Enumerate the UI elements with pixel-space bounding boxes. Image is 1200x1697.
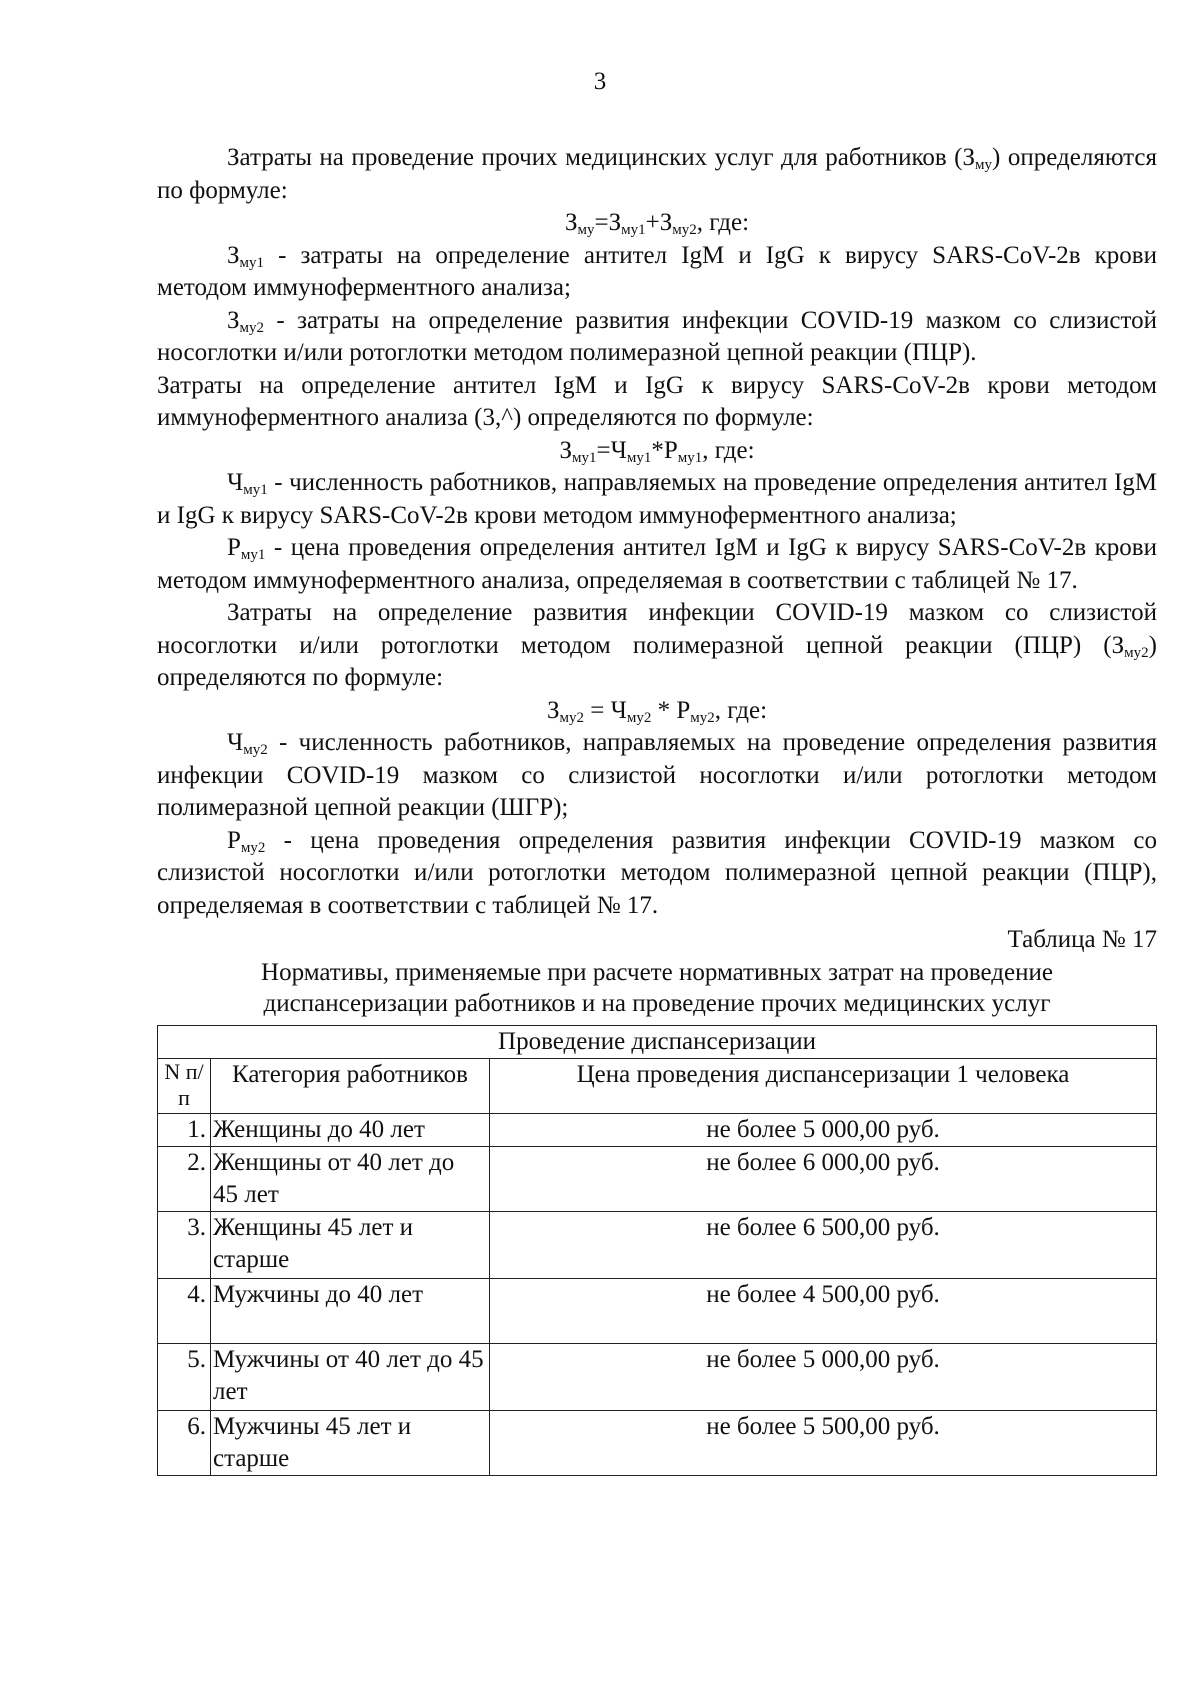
definition-chmu2: $Ч_{му2}$ - численность работников, направляемых на проведение определения развития инфекции COVID-19 мазком со слизистой носоглотки и/или ротоглотки методом полимеразной цепной реакции (ШГР); — [157, 729, 1157, 821]
norms-table — [157, 1025, 1157, 1476]
table-title — [157, 957, 1157, 1019]
table-row — [158, 1146, 1157, 1211]
row-price: не более 6 000,00 руб. — [490, 1146, 1157, 1211]
table-row — [158, 1343, 1157, 1410]
row-price: не более 4 500,00 руб. — [490, 1278, 1157, 1343]
table-row — [158, 1113, 1157, 1146]
row-category: Женщины от 40 лет до 45 лет — [211, 1146, 490, 1211]
column-header-category: Категория работников — [211, 1058, 490, 1113]
table-row — [158, 1211, 1157, 1278]
paragraph-antibody-cost: Затраты на определение антител IgM и IgG к вирусу SARS-CoV-2в крови методом иммуноферментного анализа (3,^) определяются по формуле: — [157, 371, 1157, 431]
table-number-label: Таблица № 17 — [1007, 926, 1157, 953]
definition-chmu1: $Ч_{му1}$ - численность работников, направляемых на проведение определения антител IgM и IgG к вирусу SARS-CoV-2в крови методом иммуноферментного анализа; — [157, 469, 1157, 529]
table-title-line: Нормативы, применяемые при расчете нормативных затрат на проведение — [261, 958, 1053, 986]
row-category: Мужчины до 40 лет — [211, 1278, 490, 1343]
page-number: 3 — [593, 68, 607, 95]
row-number: 2. — [158, 1146, 211, 1211]
row-number: 5. — [158, 1343, 211, 1410]
row-price: не более 5 500,00 руб. — [490, 1410, 1157, 1475]
definition-zmu1: $З_{му1}$ - затраты на определение антител IgM и IgG к вирусу SARS-CoV-2в крови методом иммуноферментного анализа; — [157, 241, 1157, 301]
row-price: не более 6 500,00 руб. — [490, 1211, 1157, 1278]
table-row — [158, 1410, 1157, 1475]
row-number: 4. — [158, 1278, 211, 1343]
paragraph-total-cost: Затраты на проведение прочих медицинских услуг для работников $(З_{му})$ определяются по формуле: — [157, 144, 1158, 204]
table-title-line: диспансеризации работников и на проведение прочих медицинских услуг — [263, 989, 1051, 1017]
formula-pcr: $З_{му2} = Ч_{му2} * Р_{му2}$, где: — [546, 696, 768, 726]
column-header-number: N п/п — [158, 1058, 211, 1113]
row-price: не более 5 000,00 руб. — [490, 1113, 1157, 1146]
column-header-price: Цена проведения диспансеризации 1 человека — [490, 1058, 1157, 1113]
row-category: Женщины до 40 лет — [211, 1113, 490, 1146]
row-price: не более 5 000,00 руб. — [490, 1343, 1157, 1410]
formula-total: $З_{му}=З_{му1}+З_{му2}$, где: — [564, 209, 750, 238]
definition-zmu2: $З_{му2}$ - затраты на определение развития инфекции COVID-19 мазком со слизистой носоглотки и/или ротоглотки методом полимеразной цепной реакции (ПЦР). — [157, 306, 1157, 366]
row-number: 3. — [158, 1211, 211, 1278]
table-section-row — [158, 1025, 1157, 1058]
section-header: Проведение диспансеризации — [158, 1025, 1157, 1058]
row-category: Мужчины от 40 лет до 45 лет — [211, 1343, 490, 1410]
row-category: Женщины 45 лет и старше — [211, 1211, 490, 1278]
paragraph-pcr-cost: Затраты на определение развития инфекции COVID-19 мазком со слизистой носоглотки и/или ротоглотки методом полимеразной цепной реакции (ПЦР) $(З_{му2})$ определяются по формуле: — [157, 599, 1157, 691]
table-row — [158, 1278, 1157, 1343]
table-header-row — [158, 1058, 1157, 1113]
row-number: 6. — [158, 1410, 211, 1475]
definition-rmu2: $Р_{му2}$ - цена проведения определения развития инфекции COVID-19 мазком со слизистой носоглотки и/или ротоглотки методом полимеразной цепной реакции (ПЦР), определяемая в соответствии с таблицей № 17. — [157, 826, 1157, 919]
row-category: Мужчины 45 лет и старше — [211, 1410, 490, 1475]
formula-antibody: $З_{му1}=Ч_{му1}*Р_{му1}$, где: — [559, 436, 755, 466]
definition-rmu1: $Р_{му1}$ - цена проведения определения антител IgM и IgG к вирусу SARS-CoV-2в крови методом иммуноферментного анализа, определяемая в соответствии с таблицей № 17. — [157, 534, 1157, 594]
row-number: 1. — [158, 1113, 211, 1146]
document-body — [157, 142, 1157, 1476]
